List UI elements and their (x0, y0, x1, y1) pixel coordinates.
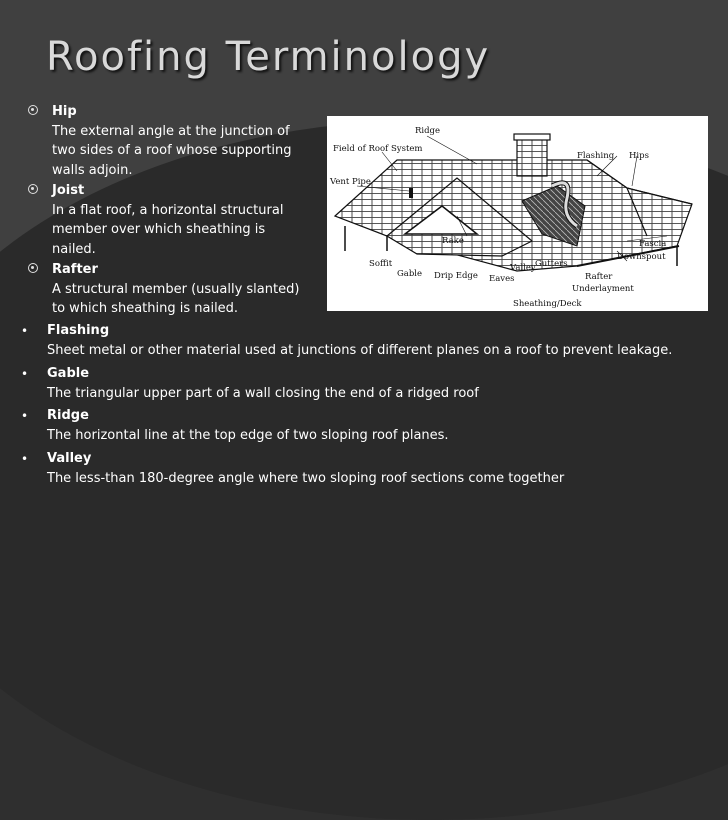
label-flashing: Flashing (577, 151, 615, 161)
term-name: Rafter (52, 262, 98, 277)
term-definition: Sheet metal or other material used at junctions of different planes on a roof to prevent leakage. (47, 342, 673, 358)
dot-bullet-icon: • (21, 452, 29, 466)
term-name: Flashing (47, 323, 110, 338)
label-sheathing: Sheathing/Deck (513, 299, 582, 309)
term-flashing (21, 321, 707, 360)
term-valley (21, 449, 707, 488)
term-ridge (21, 406, 707, 445)
label-ridge: Ridge (415, 126, 441, 136)
roof-diagram-illustration (327, 116, 708, 311)
label-drip-edge: Drip Edge (434, 271, 478, 281)
label-eaves: Eaves (489, 274, 515, 284)
label-underlayment: Underlayment (572, 284, 634, 294)
label-rafter: Rafter (585, 272, 613, 282)
term-name: Gable (47, 366, 90, 381)
label-field: Field of Roof System (333, 144, 423, 154)
circle-bullet-icon (28, 105, 38, 115)
term-definition: The triangular upper part of a wall closing the end of a ridged roof (47, 385, 479, 401)
circle-bullet-icon (28, 263, 38, 273)
page-title: Roofing Terminology (46, 34, 491, 80)
roof-diagram (327, 116, 708, 311)
label-fascia: Fascia (639, 239, 667, 249)
term-definition: The external angle at the junction of two sides of a roof whose supporting walls adjoin. (52, 123, 292, 178)
term-name: Valley (47, 451, 92, 466)
term-joist (52, 181, 302, 259)
circle-bullet-icon (28, 184, 38, 194)
term-name: Joist (52, 183, 85, 198)
label-vent-pipe: Vent Pipe (330, 177, 371, 187)
label-soffit: Soffit (369, 259, 393, 269)
term-definition: In a flat roof, a horizontal structural member over which sheathing is nailed. (52, 202, 284, 257)
dot-bullet-icon: • (21, 324, 29, 338)
dot-bullet-icon: • (21, 409, 29, 423)
label-gutters: Gutters (535, 259, 568, 269)
term-definition: A structural member (usually slanted) to which sheathing is nailed. (52, 281, 300, 316)
label-valley: Valley (510, 263, 536, 273)
term-name: Ridge (47, 408, 89, 423)
term-gable (21, 364, 707, 403)
dot-bullet-icon: • (21, 367, 29, 381)
label-gable: Gable (397, 269, 423, 279)
term-name: Hip (52, 104, 77, 119)
label-downspout: Downspout (617, 252, 666, 262)
label-rake: Rake (442, 236, 464, 246)
term-definition: The horizontal line at the top edge of two sloping roof planes. (47, 427, 449, 443)
term-rafter (52, 260, 314, 319)
term-definition: The less-than 180-degree angle where two sloping roof sections come together (47, 470, 565, 486)
label-hips: Hips (629, 151, 649, 161)
term-hip (52, 102, 312, 180)
